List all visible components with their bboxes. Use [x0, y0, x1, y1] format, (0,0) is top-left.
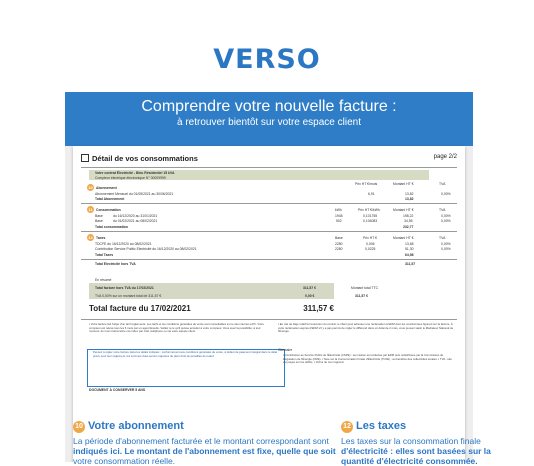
abonnement-text-line: indiqués ici. Le montant de l'abonnement est fixe, quelle que soit	[73, 446, 336, 456]
page-number: page 2/2	[433, 154, 457, 160]
invoice-explainer-panel	[65, 92, 491, 462]
taxes-text-line: d'électricité : elles sont basées sur la	[341, 446, 491, 456]
meter-line: Compteur électrique électronique N° 00009999	[95, 176, 166, 180]
section-number-badge: 12	[341, 421, 353, 433]
verso-heading: VERSO	[213, 44, 321, 75]
abonnement-row-tva: 0,00%	[441, 192, 451, 196]
payment-note-text: Pensez à régler votre facture dans les délais indiqués ; conformément aux conditions générales de vente, à défaut de paiement intégral dans le délai prévu pour leur règlement, les sommes dues seront majorées de plein droit de pénalités de retard.	[93, 350, 278, 358]
tax-row-amount: 13,68	[405, 242, 414, 246]
glossaire-title: Glossaire	[278, 348, 293, 352]
calendar-icon	[81, 154, 89, 162]
conso-row-price: 0,104083	[363, 219, 378, 223]
ttc-value: 311,57 €	[355, 294, 369, 298]
section-number-badge: 11	[88, 207, 93, 212]
conso-row-label: Base	[95, 219, 103, 223]
conso-row-tva: 0,00%	[441, 214, 451, 218]
tax-row-price: 0,006	[366, 242, 375, 246]
tax-row-tva: 0,00%	[441, 247, 451, 251]
total-facture-ht-value: 311,57 €	[303, 286, 317, 290]
contract-line: Votre contrat Électricité - Bleu Résidentiel 15 kVA	[95, 171, 175, 175]
total-facture	[89, 304, 334, 316]
consumption-detail-header	[81, 154, 457, 164]
section-number-badge: 10	[73, 421, 85, 433]
total-facture-label: Total facture du 17/02/2021	[89, 304, 191, 313]
conso-row-kwh: 502	[336, 219, 342, 223]
taxes-text-line: quantité d'électricité consommée.	[341, 456, 478, 466]
divider	[81, 319, 457, 320]
total-facture-ht-label: Total facture hors TVA du 17/02/2021	[95, 286, 154, 290]
tax-row-base: 2280	[335, 242, 343, 246]
abonnement-text-line: La période d'abonnement facturée et le montant correspondant sont	[73, 436, 329, 446]
total-ht-value: 311,57	[405, 262, 416, 266]
section-number-badge: 12	[88, 235, 93, 240]
conso-row-price: 0,101755	[363, 214, 378, 218]
abonnement-row-amount: 13,82	[405, 192, 414, 196]
col-header: Prix HT €	[363, 236, 378, 240]
col-header: TVA	[439, 182, 446, 186]
taxes-total-value: 64,98	[405, 253, 414, 257]
divider	[81, 203, 457, 204]
col-header: kWh	[335, 208, 342, 212]
section-number-badge: 10	[88, 185, 93, 190]
glossaire-text: ▪ Contribution au Service Public de l'Électricité (CSPE) : sa mission est collectée par EDM puis redistribuée par la Commission de Régulation de l'Énergie (CRE). ▪ Taxe sur la Consommation Finale d'Électricité (TCFE) : au bénéfice des collectivités locales. ▪ TVA : elle est payée sur les débits. ▪ Octroi de mer régional.	[283, 353, 452, 365]
tax-row-amount: 51,30	[405, 247, 414, 251]
tva-line-value: 0,00 €	[305, 294, 315, 298]
tax-row-label: Contribution Service Public Electricité du 16/12/2020 au 08/02/2021	[95, 247, 197, 251]
abonnement-row-label: Abonnement Mensuel du 01/05/2021 au 30/06/2021	[95, 192, 174, 196]
abonnement-total-label: Total Abonnement	[95, 197, 125, 201]
abonnement-text-line: votre consommation réelle.	[73, 456, 176, 466]
tax-row-label: TDCFE du 16/12/2020 au 08/02/2021	[95, 242, 152, 246]
col-header: Prix HT €/kWh	[358, 208, 380, 212]
conso-row-amount: 198,22	[403, 214, 414, 218]
col-header: Prix HT €/mois	[355, 182, 378, 186]
taxes-explainer-title: Les taxes	[356, 420, 407, 432]
total-ht-label: Total Electricité hors TVA	[95, 262, 136, 266]
total-facture-amount: 311,57 €	[303, 304, 334, 313]
taxes-text-line: Les taxes sur la consommation finale	[341, 436, 481, 446]
col-header: TVA	[439, 208, 446, 212]
divider	[81, 167, 457, 168]
taxes-explainer-heading	[341, 420, 406, 433]
tax-row-tva: 0,00%	[441, 242, 451, 246]
conso-row-label: Base	[95, 214, 103, 218]
banner-title: Comprendre votre nouvelle facture :	[141, 98, 397, 115]
document-note: DOCUMENT À CONSERVER 5 ANS	[89, 388, 146, 392]
col-header: Base	[335, 236, 343, 240]
ttc-label: Montant total TTC	[351, 286, 379, 290]
conso-row-kwh: 1948	[335, 214, 343, 218]
consumption-detail-title: Détail de vos consommations	[92, 154, 198, 163]
abonnement-row-price: 6,91	[368, 192, 375, 196]
abonnement-explainer-title: Votre abonnement	[88, 420, 184, 432]
legal-text-right: ▪ En cas de litige relatif à l'exécution du contrat, le client peut adresser une réclamation à EDM dont les coordonnées figurent sur la facture. À votre réclamation auprès d'EDM s'il y a pas permis de régler le différend dans un délai de 2 mois, vous pouvez saisir le Médiateur National de l'Énergie.	[278, 322, 454, 334]
banner-subtitle: à retrouver bientôt sur votre espace client	[177, 117, 361, 128]
consommation-title: Consommation	[96, 208, 121, 212]
legal-text-left: ▪ Votre facture fait l'objet d'un tarif réglementé. Les tarifs et les conditions générales de vente sont consultables sur le site internet edf.fr. Votre compteur est relevé tous les 6 mois par un agent Enedis. Veillez à ce qu'il puisse accéder à votre compteur. Vous avez la possibilité, à tout moment, de nous transmettre vos index par mail, téléphone ou via votre espace client.	[89, 322, 264, 334]
col-header: Montant HT €	[393, 208, 414, 212]
tva-line-label: TVA 0,00% sur un montant total de 311,57 €	[95, 294, 162, 298]
conso-row-period: du 01/02/2021 au 08/02/2021	[113, 219, 158, 223]
col-header: TVA	[439, 236, 446, 240]
tax-row-base: 2280	[335, 247, 343, 251]
conso-total-label: Total consommation	[95, 225, 128, 229]
conso-total-value: 232,77	[403, 225, 414, 229]
conso-row-tva: 0,00%	[441, 219, 451, 223]
invoice-document	[73, 146, 465, 462]
conso-row-amount: 34,55	[404, 219, 413, 223]
abonnement-total-value: 13,82	[405, 197, 414, 201]
summary-label: En résumé	[95, 278, 112, 282]
col-header: Montant HT €	[393, 236, 414, 240]
taxes-title: Taxes	[96, 236, 106, 240]
abonnement-explainer-heading	[73, 420, 184, 433]
tax-row-price: 0,0225	[365, 247, 376, 251]
abonnement-title: Abonnement	[96, 186, 117, 190]
explainer-banner	[65, 92, 473, 146]
col-header: Montant HT €	[393, 182, 414, 186]
divider	[81, 231, 457, 232]
taxes-total-label: Total Taxes	[95, 253, 114, 257]
conso-row-period: du 16/12/2020 au 31/01/2021	[113, 214, 158, 218]
divider	[81, 259, 457, 260]
